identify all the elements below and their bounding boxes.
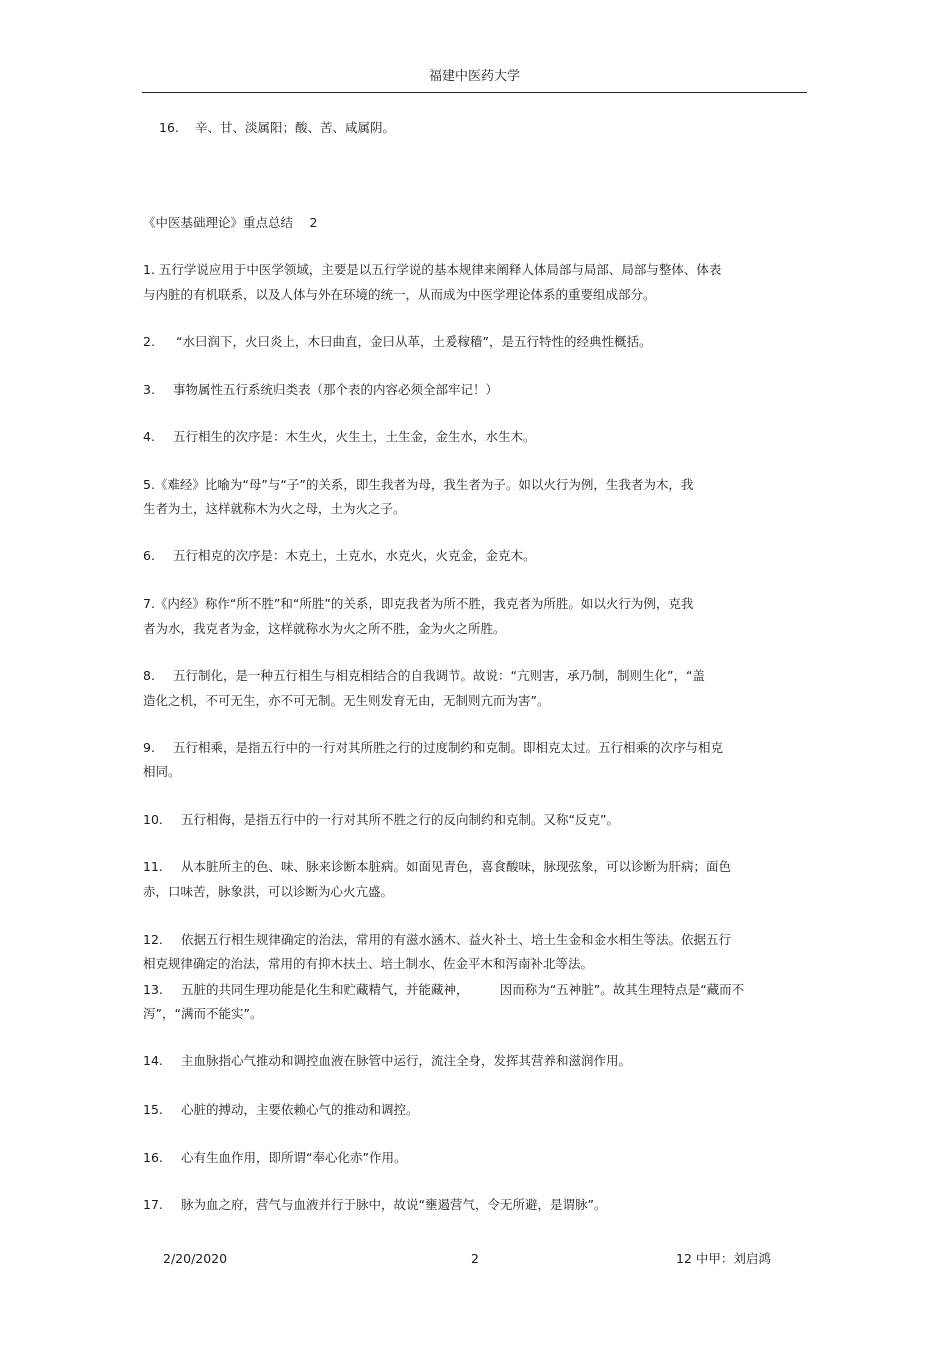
list-item-continuation xyxy=(143,287,656,303)
list-item xyxy=(143,334,651,350)
list-item xyxy=(143,740,723,756)
list-item xyxy=(143,812,619,828)
item-text: 五行相克的次序是：木克土，土克水，水克火，火克金，金克木。 xyxy=(173,548,536,563)
item-number: 3. xyxy=(143,382,155,397)
item-number: 17. xyxy=(143,1197,163,1212)
item-text: “水曰润下，火曰炎上，木曰曲直，金曰从革，土爰稼穑”，是五行特性的经典性概括。 xyxy=(176,334,652,349)
list-item xyxy=(143,429,536,445)
list-item-continuation xyxy=(143,1006,262,1022)
list-item-continuation xyxy=(143,764,181,780)
list-item xyxy=(143,859,731,875)
item-text: 五脏的共同生理功能是化生和贮藏精气，并能藏神， 因而称为“五神脏”。故其生理特点是“藏而不 xyxy=(181,982,745,997)
item-number: 14. xyxy=(143,1053,163,1068)
item-number: 11. xyxy=(143,859,163,874)
list-item xyxy=(143,982,744,998)
item-text: 7.《内经》称作“所不胜”和“所胜”的关系，即克我者为所不胜，我克者为所胜。如以火行为例，克我 xyxy=(143,596,694,611)
header-title: 福建中医药大学 xyxy=(428,69,520,84)
item-number: 10. xyxy=(143,812,163,827)
list-item xyxy=(143,548,536,564)
item-number: 8. xyxy=(143,668,155,683)
list-item xyxy=(159,120,395,136)
list-item-continuation xyxy=(143,693,549,709)
footer-author: 12 中甲：刘启鸿 xyxy=(676,1251,771,1266)
item-text: 五行相侮，是指五行中的一行对其所不胜之行的反向制约和克制。又称“反克”。 xyxy=(181,812,619,827)
item-number: 9. xyxy=(143,740,155,755)
item-text: 5.《难经》比喻为“母”与“子”的关系，即生我者为母，我生者为子。如以火行为例，生我者为木，我 xyxy=(143,477,694,492)
item-text: 者为水，我克者为金，这样就称水为火之所不胜，金为火之所胜。 xyxy=(143,621,506,636)
item-text: 从本脏所主的色、味、脉来诊断本脏病。如面见青色，喜食酸味，脉现弦象，可以诊断为肝病；面色 xyxy=(181,859,732,874)
item-number: 12. xyxy=(143,932,163,947)
item-text: 主血脉指心气推动和调控血液在脉管中运行，流注全身，发挥其营养和滋润作用。 xyxy=(181,1053,632,1068)
item-number: 16. xyxy=(143,1150,163,1165)
list-item-continuation xyxy=(143,501,406,517)
item-text: 泻”，“满而不能实”。 xyxy=(143,1006,263,1021)
item-text: 辛、甘、淡属阳；酸、苦、咸属阴。 xyxy=(195,120,396,135)
item-text: 相克规律确定的治法，常用的有抑木扶土、培土制水、佐金平木和泻南补北等法。 xyxy=(143,956,594,971)
footer-date: 2/20/2020 xyxy=(163,1251,228,1266)
item-text: 五行相生的次序是：木生火，火生土，土生金，金生水，水生木。 xyxy=(173,429,536,444)
list-item xyxy=(143,668,705,684)
page-header xyxy=(142,66,807,93)
item-number: 4. xyxy=(143,429,155,444)
list-item xyxy=(143,1102,419,1118)
item-text: 心有生血作用，即所谓“奉心化赤”作用。 xyxy=(181,1150,407,1165)
item-number: 6. xyxy=(143,548,155,563)
item-number: 13. xyxy=(143,982,163,997)
section-title-text: 《中医基础理论》重点总结 2 xyxy=(143,215,318,230)
list-item-continuation xyxy=(143,884,393,900)
list-item xyxy=(143,477,693,493)
list-item xyxy=(143,382,498,398)
item-text: 依据五行相生规律确定的治法，常用的有滋水涵木、益火补土、培土生金和金水相生等法。依据五行 xyxy=(181,932,732,947)
list-item-continuation xyxy=(143,956,593,972)
item-text: 心脏的搏动，主要依赖心气的推动和调控。 xyxy=(181,1102,419,1117)
list-item xyxy=(143,1053,631,1069)
item-text: 事物属性五行系统归类表（那个表的内容必须全部牢记！） xyxy=(173,382,499,397)
item-text: 五行制化，是一种五行相生与相克相结合的自我调节。故说：“亢则害，承乃制，制则生化”，“盖 xyxy=(173,668,705,683)
list-item xyxy=(143,596,693,612)
footer-page-number: 2 xyxy=(471,1251,479,1266)
section-title xyxy=(143,215,317,231)
list-item-continuation xyxy=(143,621,506,637)
item-text: 与内脏的有机联系，以及人体与外在环境的统一，从而成为中医学理论体系的重要组成部分。 xyxy=(143,287,656,302)
list-item xyxy=(143,1150,406,1166)
item-text: 五行相乘，是指五行中的一行对其所胜之行的过度制约和克制。即相克太过。五行相乘的次序与相克 xyxy=(173,740,724,755)
item-text: 造化之机，不可无生，亦不可无制。无生则发育无由，无制则亢而为害”。 xyxy=(143,693,550,708)
list-item xyxy=(143,932,731,948)
list-item xyxy=(143,1197,606,1213)
item-number: 15. xyxy=(143,1102,163,1117)
item-text: 相同。 xyxy=(143,764,181,779)
item-text: 脉为血之府，营气与血液并行于脉中，故说“壅遏营气，令无所避，是谓脉”。 xyxy=(181,1197,607,1212)
item-text: 赤，口味苦，脉象洪，可以诊断为心火亢盛。 xyxy=(143,884,394,899)
item-text: 生者为土，这样就称木为火之母，土为火之子。 xyxy=(143,501,406,516)
list-item xyxy=(143,262,721,278)
item-number: 16. xyxy=(159,120,179,135)
item-text: 1. 五行学说应用于中医学领域，主要是以五行学说的基本规律来阐释人体局部与局部、局部与整体、体表 xyxy=(143,262,722,277)
item-number: 2. xyxy=(143,334,155,349)
